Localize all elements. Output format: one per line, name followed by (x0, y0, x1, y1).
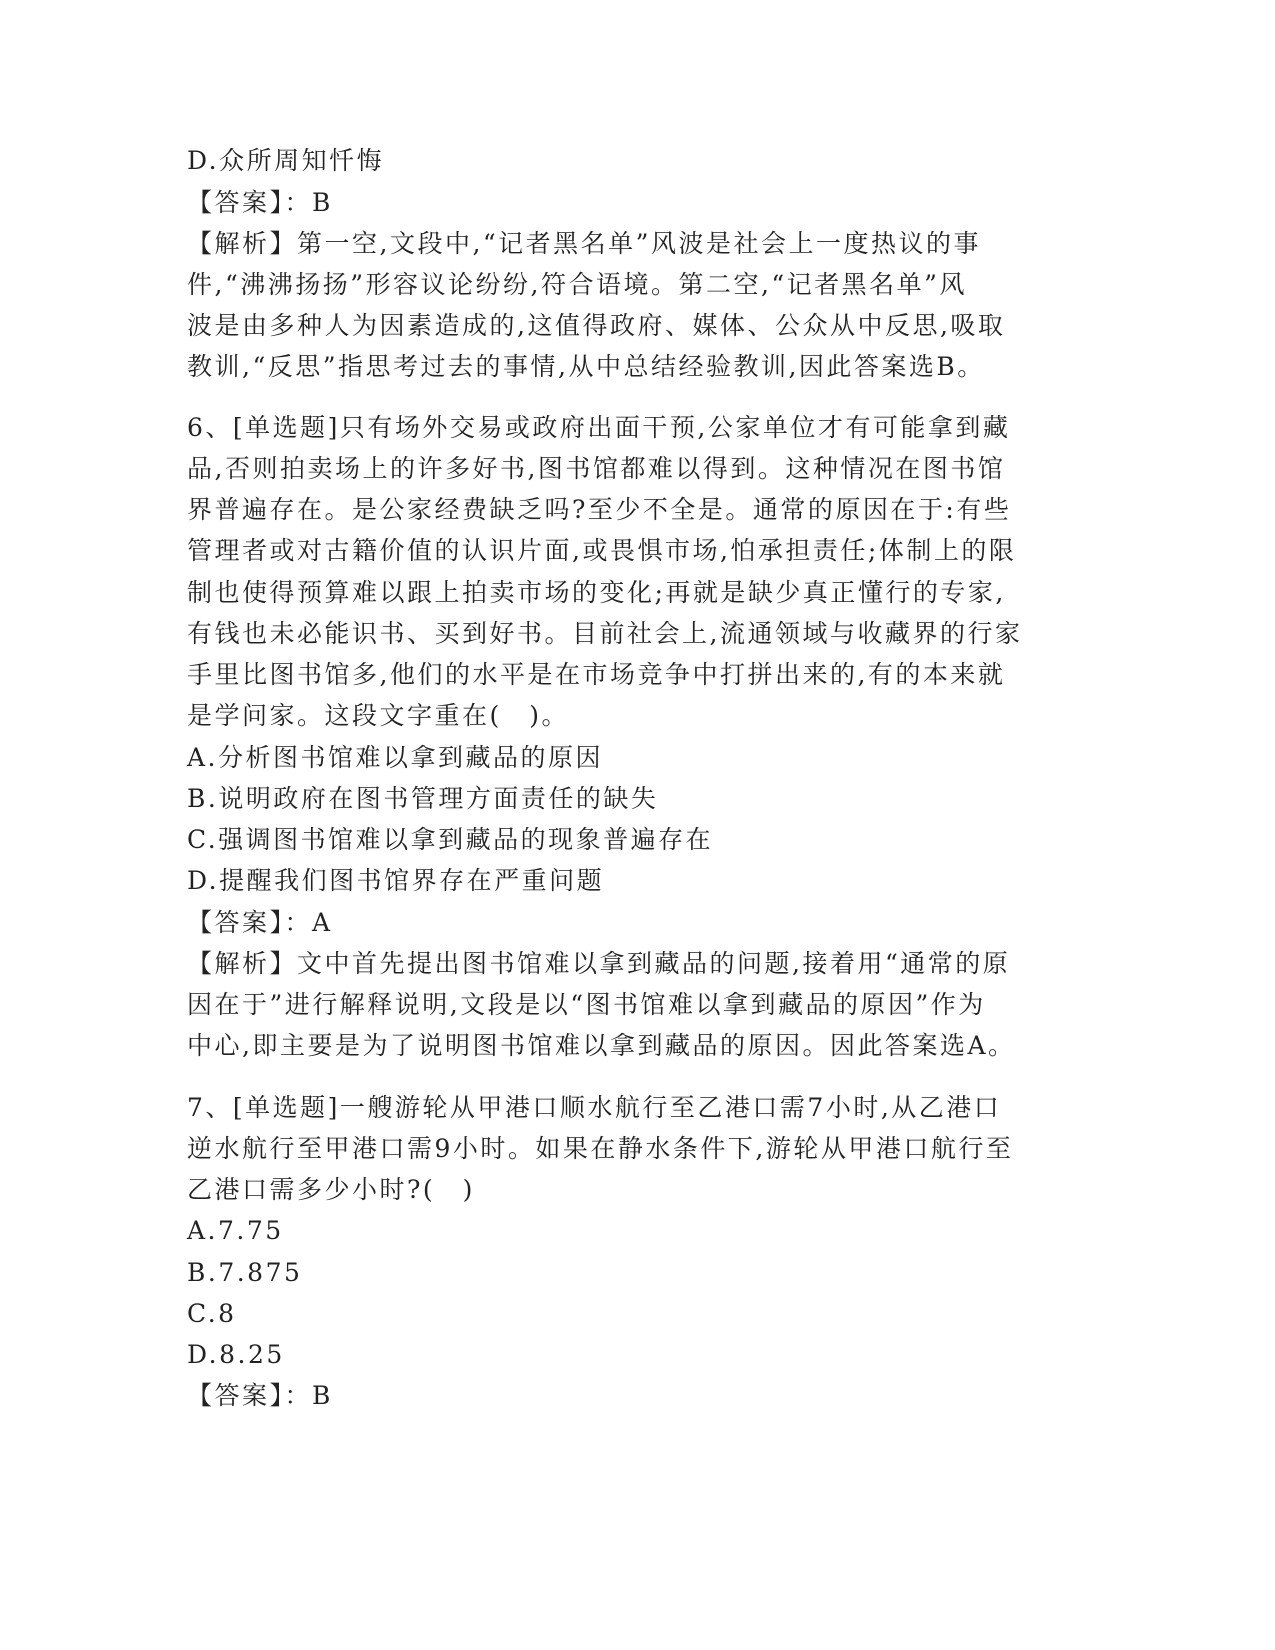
question-7-answer: 【答案】：B (187, 1381, 333, 1410)
question-6-answer: 【答案】：A (187, 908, 333, 937)
question-6-stem: 是学问家。这段文字重在( )。 (187, 701, 570, 730)
question-7-stem: 乙港口需多少小时?( ) (187, 1175, 475, 1204)
question-6-stem: 有钱也未必能识书、买到好书。目前社会上,流通领域与收藏界的行家 (187, 619, 1023, 648)
question-6-stem: 界普遍存在。是公家经费缺乏吗?至少不全是。通常的原因在于:有些 (187, 495, 1012, 524)
question-7-option-b: B.7.875 (187, 1258, 303, 1287)
question-6-stem: 管理者或对古籍价值的认识片面,或畏惧市场,怕承担责任;体制上的限 (187, 536, 1017, 565)
question-6-analysis: 中心,即主要是为了说明图书馆难以拿到藏品的原因。因此答案选A。 (187, 1031, 1016, 1060)
analysis-line: 波是由多种人为因素造成的,这值得政府、媒体、公众从中反思,吸取 (187, 311, 1006, 340)
question-7-option-c: C.8 (187, 1299, 237, 1328)
analysis-line: 教训,“反思”指思考过去的事情,从中总结经验教训,因此答案选B。 (187, 352, 985, 381)
analysis-line: 【解析】第一空,文段中,“记者黑名单”风波是社会上一度热议的事 (187, 229, 981, 258)
question-7-option-a: A.7.75 (187, 1216, 284, 1245)
question-6-stem: 品,否则拍卖场上的许多好书,图书馆都难以得到。这种情况在图书馆 (187, 454, 1006, 483)
question-7-stem: 逆水航行至甲港口需9小时。如果在静水条件下,游轮从甲港口航行至 (187, 1134, 1014, 1163)
question-6-option-d: D.提醒我们图书馆界存在严重问题 (187, 866, 605, 895)
question-7-stem: 7、[单选题]一艘游轮从甲港口顺水航行至乙港口需7小时,从乙港口 (187, 1093, 1002, 1122)
question-7-option-d: D.8.25 (187, 1340, 285, 1369)
question-6-option-b: B.说明政府在图书管理方面责任的缺失 (187, 784, 659, 813)
option-d: D.众所周知忏悔 (187, 146, 385, 175)
question-6-analysis: 因在于”进行解释说明,文段是以“图书馆难以拿到藏品的原因”作为 (187, 990, 986, 1019)
question-6-option-a: A.分析图书馆难以拿到藏品的原因 (187, 743, 604, 772)
question-6-stem: 手里比图书馆多,他们的水平是在市场竞争中打拼出来的,有的本来就 (187, 660, 1006, 689)
answer-line: 【答案】：B (187, 188, 333, 217)
question-6-stem: 6、[单选题]只有场外交易或政府出面干预,公家单位才有可能拿到藏 (187, 413, 1011, 442)
question-6-analysis: 【解析】文中首先提出图书馆难以拿到藏品的问题,接着用“通常的原 (187, 949, 1011, 978)
question-6-stem: 制也使得预算难以跟上拍卖市场的变化;再就是缺少真正懂行的专家, (187, 578, 1006, 607)
question-6-option-c: C.强调图书馆难以拿到藏品的现象普遍存在 (187, 825, 714, 854)
analysis-line: 件,“沸沸扬扬”形容议论纷纷,符合语境。第二空,“记者黑名单”风 (187, 270, 967, 299)
